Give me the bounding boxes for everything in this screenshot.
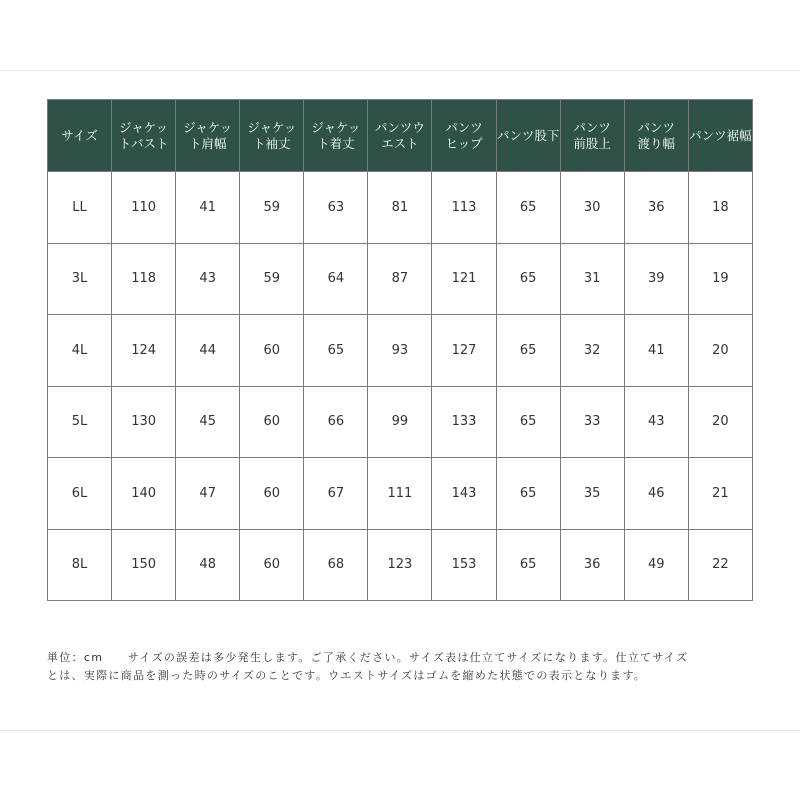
- table-cell: 65: [496, 386, 560, 458]
- table-cell: 41: [624, 315, 688, 387]
- table-cell: 65: [496, 529, 560, 601]
- table-cell: 65: [496, 172, 560, 244]
- table-cell: 31: [560, 243, 624, 315]
- header-pants-inseam: パンツ股下: [496, 100, 560, 172]
- table-cell: 47: [176, 458, 240, 530]
- table-cell: 123: [368, 529, 432, 601]
- table-cell: 65: [304, 315, 368, 387]
- table-cell: 41: [176, 172, 240, 244]
- table-cell: 45: [176, 386, 240, 458]
- header-pants-thigh: パンツ 渡り幅: [624, 100, 688, 172]
- size-label-cell: 4L: [48, 315, 112, 387]
- size-table: [47, 99, 753, 601]
- table-cell: 33: [560, 386, 624, 458]
- size-label-cell: 3L: [48, 243, 112, 315]
- table-row: [48, 315, 753, 387]
- table-cell: 43: [624, 386, 688, 458]
- table-cell: 113: [432, 172, 496, 244]
- header-size: サイズ: [48, 100, 112, 172]
- size-label-cell: LL: [48, 172, 112, 244]
- table-cell: 19: [688, 243, 752, 315]
- table-cell: 35: [560, 458, 624, 530]
- table-cell: 65: [496, 315, 560, 387]
- table-cell: 32: [560, 315, 624, 387]
- table-cell: 64: [304, 243, 368, 315]
- header-jacket-length: ジャケッ ト着丈: [304, 100, 368, 172]
- table-cell: 18: [688, 172, 752, 244]
- table-cell: 49: [624, 529, 688, 601]
- table-cell: 81: [368, 172, 432, 244]
- header-pants-waist: パンツウ エスト: [368, 100, 432, 172]
- size-label-cell: 6L: [48, 458, 112, 530]
- table-cell: 46: [624, 458, 688, 530]
- note-line-2: とは、実際に商品を測った時のサイズのことです。ウエストサイズはゴムを縮めた状態での表示となります。: [47, 669, 647, 682]
- table-cell: 65: [496, 243, 560, 315]
- table-cell: 118: [112, 243, 176, 315]
- table-cell: 153: [432, 529, 496, 601]
- table-cell: 99: [368, 386, 432, 458]
- table-row: [48, 172, 753, 244]
- table-cell: 60: [240, 386, 304, 458]
- table-row: [48, 529, 753, 601]
- table-cell: 36: [624, 172, 688, 244]
- table-cell: 60: [240, 315, 304, 387]
- table-cell: 22: [688, 529, 752, 601]
- table-cell: 21: [688, 458, 752, 530]
- table-cell: 36: [560, 529, 624, 601]
- table-cell: 93: [368, 315, 432, 387]
- table-cell: 133: [432, 386, 496, 458]
- table-cell: 20: [688, 386, 752, 458]
- table-cell: 110: [112, 172, 176, 244]
- table-cell: 130: [112, 386, 176, 458]
- table-cell: 143: [432, 458, 496, 530]
- table-row: [48, 243, 753, 315]
- header-jacket-bust: ジャケッ トバスト: [112, 100, 176, 172]
- size-label-cell: 5L: [48, 386, 112, 458]
- size-label-cell: 8L: [48, 529, 112, 601]
- table-row: [48, 386, 753, 458]
- table-cell: 59: [240, 243, 304, 315]
- table-cell: 44: [176, 315, 240, 387]
- table-cell: 65: [496, 458, 560, 530]
- table-cell: 60: [240, 529, 304, 601]
- table-cell: 124: [112, 315, 176, 387]
- table-cell: 63: [304, 172, 368, 244]
- table-cell: 39: [624, 243, 688, 315]
- table-cell: 121: [432, 243, 496, 315]
- size-note: [47, 649, 762, 685]
- table-cell: 111: [368, 458, 432, 530]
- table-cell: 140: [112, 458, 176, 530]
- note-line-1: 単位：cm サイズの誤差は多少発生します。ご了承ください。サイズ表は仕立てサイズになります。仕立てサイズ: [47, 651, 689, 664]
- table-cell: 43: [176, 243, 240, 315]
- table-cell: 20: [688, 315, 752, 387]
- table-cell: 30: [560, 172, 624, 244]
- top-divider: [0, 70, 800, 71]
- table-cell: 67: [304, 458, 368, 530]
- header-pants-hem: パンツ裾幅: [688, 100, 752, 172]
- bottom-divider: [0, 730, 800, 731]
- table-cell: 68: [304, 529, 368, 601]
- header-jacket-sleeve: ジャケッ ト袖丈: [240, 100, 304, 172]
- table-cell: 87: [368, 243, 432, 315]
- table-cell: 60: [240, 458, 304, 530]
- table-cell: 59: [240, 172, 304, 244]
- table-row: [48, 458, 753, 530]
- header-pants-front-rise: パンツ 前股上: [560, 100, 624, 172]
- table-header-row: [48, 100, 753, 172]
- table-cell: 48: [176, 529, 240, 601]
- table-cell: 127: [432, 315, 496, 387]
- table-body: [48, 172, 753, 601]
- header-pants-hip: パンツ ヒップ: [432, 100, 496, 172]
- table-cell: 66: [304, 386, 368, 458]
- header-jacket-shoulder: ジャケッ ト肩幅: [176, 100, 240, 172]
- table-cell: 150: [112, 529, 176, 601]
